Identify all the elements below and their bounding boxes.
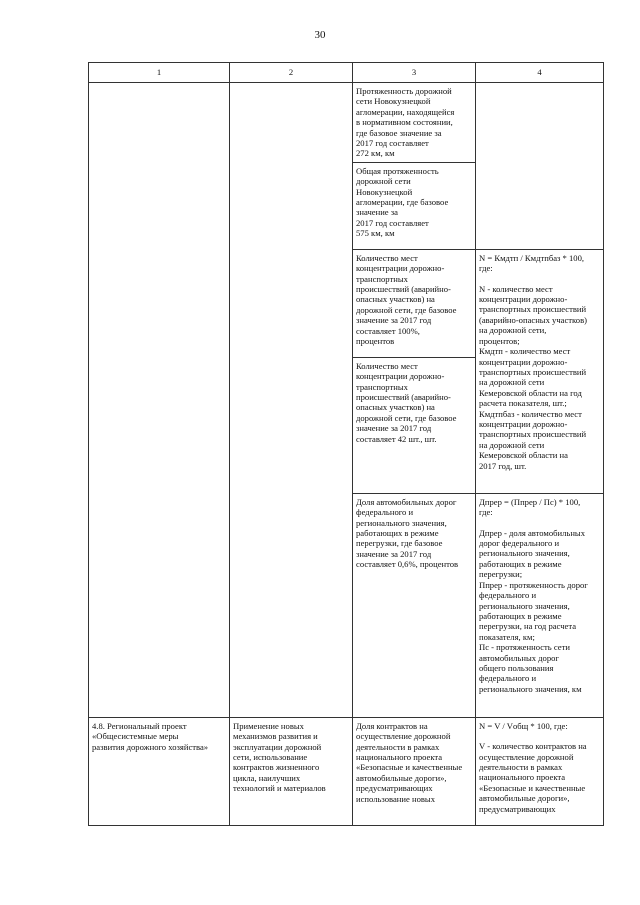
table-cell-col1 — [89, 717, 230, 825]
table-cell-col2 — [230, 717, 353, 825]
table-cell-col3 — [353, 717, 476, 825]
table-cell-col4 — [476, 717, 604, 825]
table-cell-col2 — [230, 83, 353, 718]
table-row — [89, 83, 604, 163]
project-title: 4.8. Региональный проект «Общесистемные меры развития дорожного хозяйства» — [92, 720, 209, 752]
formula-text: N = V / Vобщ * 100, где: — [479, 720, 568, 731]
formula-text: Дпрер = (Ппрер / Пс) * 100, где: — [479, 496, 581, 518]
page-number: 30 — [314, 29, 326, 41]
table-cell-col3 — [353, 357, 476, 493]
formula-text: N = Кмдтп / Кмдтпбаз * 100, где: — [479, 252, 585, 274]
formula-description: V - количество контрактов на осуществление дорожной деятельности в рамках национального проекта «Безопасные и качественные автомобильные дороги», предусматривающих — [479, 741, 587, 814]
table-cell-col1 — [89, 83, 230, 718]
formula-description: N - количество мест концентрации дорожно- транспортных происшествий (аварийно-опасных участков) на дорожной сети, процентов; Кмдтп - количество мест концентрации дорожно- транспортных происшествий на дорожной сети Кемеровской области на год расчета показателя, шт.; Кмдтпбаз - количество мест концентрации дорожно- транспортных происшествий на дорожной сети Кемеровской области на 2017 год, шт. — [479, 283, 587, 471]
table-cell-col3 — [353, 83, 476, 163]
formula-description: Дпрер - доля автомобильных дорог федерального и регионального значения, работающих в режиме перегрузки; Ппрер - протяженность дорог федерального и регионального значения, работающих в режиме перегрузки, на год расчета показателя, км; Пс - протяженность сети автомобильных дорог общего пользования федерального и регионального значения, км — [479, 527, 588, 694]
table-cell-col4 — [476, 493, 604, 717]
table-cell-col3 — [353, 249, 476, 357]
column-header: 4 — [476, 63, 604, 83]
indicator-text: Общая протяженность дорожной сети Новокузнецкой агломерации, где базовое значение за 2017 год составляет 575 км, км — [356, 165, 449, 239]
table-cell-col4 — [476, 83, 604, 250]
indicator-text: Доля автомобильных дорог федерального и регионального значения, работающих в режиме перегрузки, где базовое значение за 2017 год составляет 0,6%, процентов — [356, 496, 459, 570]
indicator-text: Доля контрактов на осуществление дорожной деятельности в рамках национального проекта «Безопасные и качественные автомобильные дороги», предусматривающих использование новых — [356, 720, 463, 804]
indicator-text: Протяженность дорожной сети Новокузнецкой агломерации, находящейся в нормативном состоянии, где базовое значение за 2017 год составляет 272 км, км — [356, 86, 455, 159]
column-header: 1 — [89, 63, 230, 83]
indicator-text: Количество мест концентрации дорожно- транспортных происшествий (аварийно- опасных участков) на дорожной сети, где базовое значение за 2017 год составляет 100%, процентов — [356, 252, 457, 347]
table-cell-col3 — [353, 162, 476, 249]
table-row — [89, 717, 604, 825]
column-header: 3 — [353, 63, 476, 83]
table-cell-col3 — [353, 493, 476, 717]
table-header-row — [89, 63, 604, 83]
table-cell-col4 — [476, 249, 604, 493]
indicator-text: Количество мест концентрации дорожно- транспортных происшествий (аварийно- опасных участков) на дорожной сети, где базовое значение за 2017 год составляет 42 шт., шт. — [356, 360, 457, 444]
indicators-table — [88, 62, 604, 826]
column-header: 2 — [230, 63, 353, 83]
measure-text: Применение новых механизмов развития и эксплуатации дорожной сети, использование контрактов жизненного цикла, наилучших технологий и материалов — [233, 720, 326, 794]
